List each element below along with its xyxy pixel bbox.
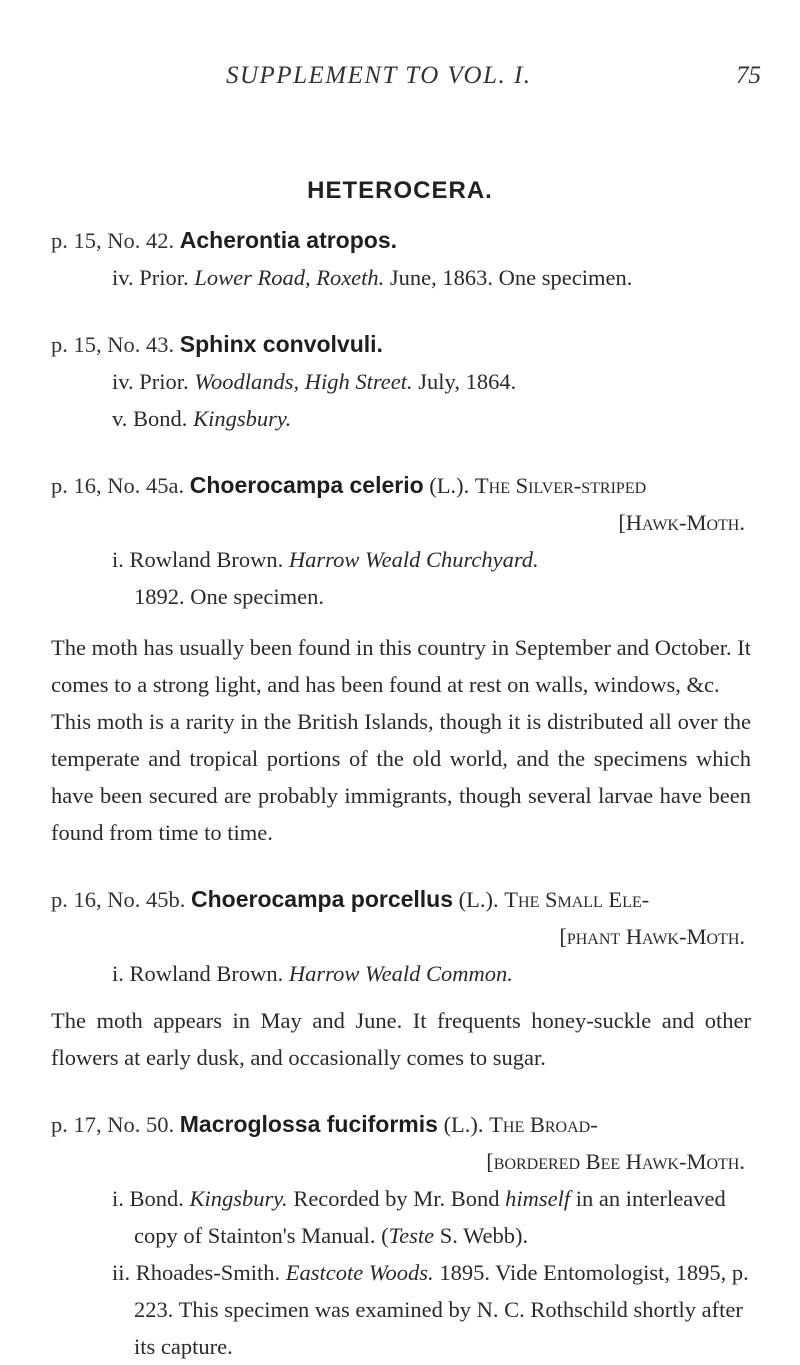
record-collector: Rowland Brown.: [129, 961, 284, 986]
entry-notes: [51, 629, 751, 851]
entry-heading: [51, 326, 751, 363]
record-locality: Harrow Weald Churchyard.: [288, 547, 539, 572]
section-title: HETEROCERA.: [307, 177, 493, 204]
record-item: [51, 1180, 751, 1254]
record-number: iv.: [112, 369, 134, 394]
species-name: Choerocampa celerio: [189, 472, 424, 498]
record-details: June, 1863. One specimen.: [389, 265, 633, 290]
species-entry: [51, 222, 751, 296]
species-author: (L.).: [458, 887, 499, 912]
record-locality: Woodlands, High Street.: [194, 369, 413, 394]
running-title: SUPPLEMENT TO VOL. I.: [226, 62, 532, 89]
record-item: [51, 1254, 751, 1365]
species-entry: [51, 467, 751, 851]
entry-heading: [51, 881, 751, 918]
record-emphasis: himself: [505, 1186, 571, 1211]
running-head: [0, 62, 800, 102]
record-details: July, 1864.: [418, 369, 517, 394]
species-name: Sphinx convolvuli.: [179, 331, 383, 357]
page-number: 75: [736, 62, 761, 89]
record-teste: Teste: [388, 1223, 435, 1248]
species-name: Choerocampa porcellus: [191, 886, 454, 912]
catalogue-reference: p. 15, No. 42.: [51, 228, 175, 253]
catalogue-reference: p. 16, No. 45a.: [51, 473, 185, 498]
record-locality: Eastcote Woods.: [285, 1260, 434, 1285]
record-locality: Kingsbury.: [193, 406, 292, 431]
species-entry: [51, 1106, 751, 1365]
entry-notes: [51, 1002, 751, 1076]
record-text: S. Webb).: [439, 1223, 529, 1248]
note-paragraph: The moth appears in May and June. It frequents honey-suckle and other flowers at early dusk, and occasionally comes to sugar.: [51, 1008, 751, 1070]
record-details: 1892. One specimen.: [134, 584, 324, 609]
catalogue-reference: p. 17, No. 50.: [51, 1112, 175, 1137]
record-text: in an interleaved copy of Stainton's Manual. (: [134, 1186, 726, 1248]
species-name: Macroglossa fuciformis: [179, 1111, 438, 1137]
common-name-continued: [Hawk-Moth.: [618, 510, 745, 535]
record-number: i.: [112, 961, 124, 986]
record-collector: Rowland Brown.: [129, 547, 284, 572]
record-number: i.: [112, 1186, 124, 1211]
species-entries: [51, 222, 751, 1365]
record-locality: Harrow Weald Common.: [288, 961, 513, 986]
common-name: The Silver-striped: [474, 473, 647, 498]
entry-heading: [51, 222, 751, 259]
note-paragraph: This moth is a rarity in the British Islands, though it is distributed all over the temperate and tropical portions of the old world, and the specimens which have been secured are probably immigrants, though several larvae have been found from time to time.: [51, 709, 751, 845]
record-locality: Kingsbury.: [189, 1186, 288, 1211]
record-collector: Prior.: [139, 265, 189, 290]
catalogue-reference: p. 16, No. 45b.: [51, 887, 186, 912]
species-name: Acherontia atropos.: [179, 227, 398, 253]
record-number: i.: [112, 547, 124, 572]
record-item: [51, 259, 751, 296]
record-details: 1895. Vide Entomologist, 1895, p. 223. This specimen was examined by N. C. Rothschild shortly after its capture.: [134, 1260, 749, 1359]
common-name: The Broad-: [489, 1112, 598, 1137]
record-text: Recorded by Mr. Bond: [293, 1186, 500, 1211]
record-collector: Bond.: [133, 406, 188, 431]
species-author: (L.).: [429, 473, 470, 498]
species-entry: [51, 881, 751, 1076]
catalogue-reference: p. 15, No. 43.: [51, 332, 175, 357]
record-number: v.: [112, 406, 128, 431]
species-entry: [51, 326, 751, 437]
record-number: ii.: [112, 1260, 131, 1285]
common-name-continued: [bordered Bee Hawk-Moth.: [486, 1149, 745, 1174]
record-number: iv.: [112, 265, 134, 290]
entry-heading: [51, 467, 751, 504]
record-item: [51, 400, 751, 437]
record-collector: Rhoades-Smith.: [135, 1260, 281, 1285]
note-paragraph: The moth has usually been found in this country in September and October. It comes to a strong light, and has been found at rest on walls, windows, &c.: [51, 635, 751, 697]
record-item: [51, 955, 751, 992]
record-collector: Bond.: [129, 1186, 184, 1211]
record-item: [51, 363, 751, 400]
common-name-continued: [phant Hawk-Moth.: [559, 924, 745, 949]
record-collector: Prior.: [139, 369, 189, 394]
common-name: The Small Ele-: [504, 887, 650, 912]
record-item: [51, 541, 751, 615]
entry-heading: [51, 1106, 751, 1143]
species-author: (L.).: [443, 1112, 484, 1137]
record-locality: Lower Road, Roxeth.: [194, 265, 385, 290]
